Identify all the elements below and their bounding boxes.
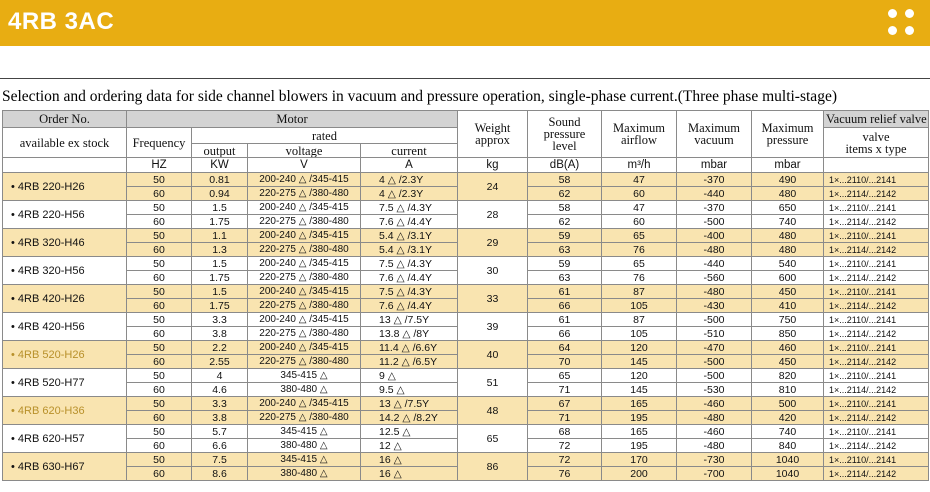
bullet-icon: • bbox=[11, 320, 18, 333]
cell-v: 200-240 △ /345-415 bbox=[248, 313, 361, 327]
cell-vac: -480 bbox=[677, 243, 752, 257]
cell-hz: 60 bbox=[127, 439, 192, 453]
cell-vac: -730 bbox=[677, 453, 752, 467]
cell-vac: -440 bbox=[677, 257, 752, 271]
cell-hz: 60 bbox=[127, 271, 192, 285]
cell-db: 72 bbox=[528, 439, 602, 453]
cell-a: 12 △ bbox=[361, 439, 458, 453]
cell-db: 61 bbox=[528, 285, 602, 299]
cell-kw: 4.6 bbox=[192, 383, 248, 397]
cell-vac: -480 bbox=[677, 285, 752, 299]
cell-a: 7.5 △ /4.3Y bbox=[361, 201, 458, 215]
cell-weight: 29 bbox=[458, 229, 528, 257]
cell-hz: 60 bbox=[127, 187, 192, 201]
cell-pres: 740 bbox=[752, 215, 824, 229]
order-no-label: 4RB 220-H56 bbox=[17, 208, 85, 221]
bullet-icon: • bbox=[11, 292, 18, 305]
cell-air: 145 bbox=[602, 355, 677, 369]
cell-v: 200-240 △ /345-415 bbox=[248, 173, 361, 187]
cell-vac: -400 bbox=[677, 229, 752, 243]
cell-pres: 820 bbox=[752, 369, 824, 383]
cell-db: 59 bbox=[528, 257, 602, 271]
header-items-type: valve items x type bbox=[824, 128, 929, 158]
cell-v: 220-275 △ /380-480 bbox=[248, 299, 361, 313]
cell-pres: 480 bbox=[752, 243, 824, 257]
cell-vac: -480 bbox=[677, 411, 752, 425]
cell-valve: 1×...2110/...2141 bbox=[824, 453, 929, 467]
cell-v: 220-275 △ /380-480 bbox=[248, 271, 361, 285]
cell-db: 63 bbox=[528, 271, 602, 285]
order-no-label: 4RB 420-H56 bbox=[17, 320, 85, 333]
order-no-cell[interactable] bbox=[3, 369, 127, 397]
cell-db: 68 bbox=[528, 425, 602, 439]
cell-pres: 840 bbox=[752, 439, 824, 453]
header-sound: Sound pressure level bbox=[528, 111, 602, 158]
cell-a: 13 △ /7.5Y bbox=[361, 397, 458, 411]
cell-hz: 60 bbox=[127, 355, 192, 369]
table-row bbox=[3, 397, 929, 411]
cell-weight: 39 bbox=[458, 313, 528, 341]
cell-a: 11.2 △ /6.5Y bbox=[361, 355, 458, 369]
cell-air: 195 bbox=[602, 439, 677, 453]
cell-air: 200 bbox=[602, 467, 677, 481]
cell-vac: -530 bbox=[677, 383, 752, 397]
cell-v: 220-275 △ /380-480 bbox=[248, 187, 361, 201]
cell-db: 71 bbox=[528, 411, 602, 425]
cell-v: 200-240 △ /345-415 bbox=[248, 397, 361, 411]
unit-airflow: m³/h bbox=[602, 158, 677, 173]
cell-pres: 650 bbox=[752, 201, 824, 215]
table-row bbox=[3, 257, 929, 271]
cell-db: 65 bbox=[528, 369, 602, 383]
cell-db: 59 bbox=[528, 229, 602, 243]
cell-a: 14.2 △ /8.2Y bbox=[361, 411, 458, 425]
cell-a: 9 △ bbox=[361, 369, 458, 383]
cell-db: 70 bbox=[528, 355, 602, 369]
cell-a: 7.6 △ /4.4Y bbox=[361, 271, 458, 285]
header-relief-valve: Vacuum relief valve bbox=[824, 111, 929, 128]
cell-db: 64 bbox=[528, 341, 602, 355]
table-row bbox=[3, 341, 929, 355]
cell-vac: -560 bbox=[677, 271, 752, 285]
unit-weight: kg bbox=[458, 158, 528, 173]
cell-pres: 490 bbox=[752, 173, 824, 187]
cell-air: 87 bbox=[602, 313, 677, 327]
cell-hz: 50 bbox=[127, 173, 192, 187]
cell-kw: 3.3 bbox=[192, 313, 248, 327]
unit-frequency: HZ bbox=[127, 158, 192, 173]
page-title: 4RB 3AC bbox=[8, 8, 115, 35]
cell-pres: 420 bbox=[752, 411, 824, 425]
cell-valve: 1×...2114/...2142 bbox=[824, 383, 929, 397]
header-motor: Motor bbox=[127, 111, 458, 128]
order-no-label: 4RB 520-H77 bbox=[17, 376, 85, 389]
cell-a: 4 △ /2.3Y bbox=[361, 173, 458, 187]
cell-air: 145 bbox=[602, 383, 677, 397]
bullet-icon: • bbox=[11, 236, 18, 249]
cell-pres: 1040 bbox=[752, 453, 824, 467]
table-row bbox=[3, 453, 929, 467]
cell-air: 47 bbox=[602, 201, 677, 215]
order-no-label: 4RB 620-H36 bbox=[17, 404, 85, 417]
cell-a: 9.5 △ bbox=[361, 383, 458, 397]
units-row bbox=[3, 158, 929, 173]
cell-vac: -700 bbox=[677, 467, 752, 481]
cell-air: 165 bbox=[602, 425, 677, 439]
cell-valve: 1×...2114/...2142 bbox=[824, 327, 929, 341]
cell-kw: 7.5 bbox=[192, 453, 248, 467]
cell-v: 345-415 △ bbox=[248, 425, 361, 439]
cell-pres: 740 bbox=[752, 425, 824, 439]
cell-hz: 50 bbox=[127, 313, 192, 327]
cell-vac: -510 bbox=[677, 327, 752, 341]
table-row bbox=[3, 369, 929, 383]
bullet-icon: • bbox=[11, 264, 18, 277]
table-row bbox=[3, 313, 929, 327]
menu-dots-icon[interactable] bbox=[888, 9, 916, 37]
cell-db: 62 bbox=[528, 187, 602, 201]
cell-vac: -500 bbox=[677, 215, 752, 229]
cell-hz: 50 bbox=[127, 341, 192, 355]
cell-air: 165 bbox=[602, 397, 677, 411]
order-no-label: 4RB 420-H26 bbox=[17, 292, 85, 305]
cell-vac: -370 bbox=[677, 173, 752, 187]
table-caption: Selection and ordering data for side channel blowers in vacuum and pressure operation, single-phase current.(Three phase multi-stage) bbox=[2, 88, 837, 105]
cell-valve: 1×...2114/...2142 bbox=[824, 187, 929, 201]
cell-v: 200-240 △ /345-415 bbox=[248, 257, 361, 271]
cell-hz: 50 bbox=[127, 229, 192, 243]
cell-air: 60 bbox=[602, 187, 677, 201]
cell-kw: 3.3 bbox=[192, 397, 248, 411]
order-no-cell[interactable] bbox=[3, 229, 127, 257]
cell-weight: 33 bbox=[458, 285, 528, 313]
table-row bbox=[3, 201, 929, 215]
cell-a: 7.5 △ /4.3Y bbox=[361, 257, 458, 271]
cell-a: 7.6 △ /4.4Y bbox=[361, 299, 458, 313]
cell-v: 200-240 △ /345-415 bbox=[248, 341, 361, 355]
order-no-label: 4RB 620-H57 bbox=[17, 432, 85, 445]
cell-kw: 3.8 bbox=[192, 327, 248, 341]
cell-pres: 810 bbox=[752, 383, 824, 397]
cell-v: 345-415 △ bbox=[248, 369, 361, 383]
cell-pres: 480 bbox=[752, 229, 824, 243]
cell-a: 5.4 △ /3.1Y bbox=[361, 229, 458, 243]
order-no-label: 4RB 630-H67 bbox=[17, 460, 85, 473]
cell-vac: -460 bbox=[677, 397, 752, 411]
order-no-cell[interactable] bbox=[3, 313, 127, 341]
bullet-icon: • bbox=[11, 376, 18, 389]
cell-valve: 1×...2114/...2142 bbox=[824, 439, 929, 453]
cell-valve: 1×...2110/...2141 bbox=[824, 397, 929, 411]
cell-hz: 60 bbox=[127, 411, 192, 425]
cell-pres: 850 bbox=[752, 327, 824, 341]
cell-db: 72 bbox=[528, 453, 602, 467]
order-no-cell[interactable] bbox=[3, 453, 127, 481]
cell-v: 380-480 △ bbox=[248, 383, 361, 397]
header-available: available ex stock bbox=[3, 128, 127, 158]
cell-valve: 1×...2110/...2141 bbox=[824, 341, 929, 355]
unit-current: A bbox=[361, 158, 458, 173]
cell-weight: 28 bbox=[458, 201, 528, 229]
cell-db: 66 bbox=[528, 299, 602, 313]
cell-v: 345-415 △ bbox=[248, 453, 361, 467]
cell-db: 58 bbox=[528, 173, 602, 187]
cell-vac: -430 bbox=[677, 299, 752, 313]
cell-kw: 2.55 bbox=[192, 355, 248, 369]
cell-valve: 1×...2114/...2142 bbox=[824, 271, 929, 285]
cell-a: 16 △ bbox=[361, 467, 458, 481]
cell-weight: 48 bbox=[458, 397, 528, 425]
cell-hz: 50 bbox=[127, 397, 192, 411]
cell-db: 67 bbox=[528, 397, 602, 411]
cell-v: 220-275 △ /380-480 bbox=[248, 411, 361, 425]
cell-valve: 1×...2114/...2142 bbox=[824, 215, 929, 229]
bullet-icon: • bbox=[11, 348, 18, 361]
cell-hz: 50 bbox=[127, 201, 192, 215]
cell-air: 47 bbox=[602, 173, 677, 187]
cell-weight: 65 bbox=[458, 425, 528, 453]
cell-vac: -370 bbox=[677, 201, 752, 215]
header-order-no: Order No. bbox=[3, 111, 127, 128]
table-row bbox=[3, 173, 929, 187]
divider bbox=[0, 78, 930, 79]
cell-v: 220-275 △ /380-480 bbox=[248, 355, 361, 369]
cell-pres: 1040 bbox=[752, 467, 824, 481]
header-frequency: Frequency bbox=[127, 128, 192, 158]
header-rated: rated bbox=[192, 128, 458, 144]
cell-pres: 540 bbox=[752, 257, 824, 271]
cell-kw: 6.6 bbox=[192, 439, 248, 453]
cell-kw: 4 bbox=[192, 369, 248, 383]
bullet-icon: • bbox=[11, 432, 18, 445]
order-no-cell[interactable] bbox=[3, 201, 127, 229]
cell-db: 61 bbox=[528, 313, 602, 327]
cell-weight: 51 bbox=[458, 369, 528, 397]
cell-vac: -480 bbox=[677, 439, 752, 453]
cell-pres: 450 bbox=[752, 285, 824, 299]
bullet-icon: • bbox=[11, 404, 18, 417]
cell-db: 58 bbox=[528, 201, 602, 215]
cell-kw: 1.5 bbox=[192, 257, 248, 271]
cell-a: 13 △ /7.5Y bbox=[361, 313, 458, 327]
cell-hz: 50 bbox=[127, 453, 192, 467]
cell-kw: 1.75 bbox=[192, 299, 248, 313]
cell-weight: 40 bbox=[458, 341, 528, 369]
cell-kw: 5.7 bbox=[192, 425, 248, 439]
cell-valve: 1×...2114/...2142 bbox=[824, 299, 929, 313]
cell-weight: 86 bbox=[458, 453, 528, 481]
order-no-cell[interactable] bbox=[3, 425, 127, 453]
bullet-icon: • bbox=[11, 460, 18, 473]
bullet-icon: • bbox=[11, 180, 18, 193]
cell-kw: 1.3 bbox=[192, 243, 248, 257]
order-no-cell[interactable] bbox=[3, 285, 127, 313]
cell-valve: 1×...2114/...2142 bbox=[824, 355, 929, 369]
cell-kw: 1.75 bbox=[192, 215, 248, 229]
cell-valve: 1×...2110/...2141 bbox=[824, 229, 929, 243]
cell-kw: 0.94 bbox=[192, 187, 248, 201]
cell-air: 87 bbox=[602, 285, 677, 299]
header-voltage: voltage bbox=[248, 144, 361, 158]
cell-kw: 3.8 bbox=[192, 411, 248, 425]
cell-a: 7.5 △ /4.3Y bbox=[361, 285, 458, 299]
header-max-airflow: Maximum airflow bbox=[602, 111, 677, 158]
cell-hz: 60 bbox=[127, 383, 192, 397]
cell-air: 105 bbox=[602, 299, 677, 313]
cell-v: 220-275 △ /380-480 bbox=[248, 215, 361, 229]
header-output: output bbox=[192, 144, 248, 158]
blower-spec-table bbox=[2, 110, 929, 481]
cell-a: 11.4 △ /6.6Y bbox=[361, 341, 458, 355]
cell-db: 63 bbox=[528, 243, 602, 257]
cell-valve: 1×...2114/...2142 bbox=[824, 467, 929, 481]
cell-air: 65 bbox=[602, 229, 677, 243]
cell-v: 380-480 △ bbox=[248, 439, 361, 453]
cell-hz: 60 bbox=[127, 215, 192, 229]
order-no-label: 4RB 320-H46 bbox=[17, 236, 85, 249]
cell-v: 200-240 △ /345-415 bbox=[248, 201, 361, 215]
table-row bbox=[3, 229, 929, 243]
cell-kw: 8.6 bbox=[192, 467, 248, 481]
cell-a: 16 △ bbox=[361, 453, 458, 467]
cell-hz: 50 bbox=[127, 257, 192, 271]
unit-voltage: V bbox=[248, 158, 361, 173]
cell-kw: 1.5 bbox=[192, 201, 248, 215]
cell-air: 120 bbox=[602, 341, 677, 355]
unit-pressure: mbar bbox=[752, 158, 824, 173]
cell-air: 76 bbox=[602, 243, 677, 257]
cell-valve: 1×...2110/...2141 bbox=[824, 313, 929, 327]
cell-db: 71 bbox=[528, 383, 602, 397]
header-max-pressure: Maximum pressure bbox=[752, 111, 824, 158]
cell-pres: 450 bbox=[752, 355, 824, 369]
bullet-icon: • bbox=[11, 208, 18, 221]
header-max-vacuum: Maximum vacuum bbox=[677, 111, 752, 158]
cell-air: 76 bbox=[602, 271, 677, 285]
order-no-cell[interactable] bbox=[3, 397, 127, 425]
header-weight: Weight approx bbox=[458, 111, 528, 158]
cell-a: 12.5 △ bbox=[361, 425, 458, 439]
cell-air: 105 bbox=[602, 327, 677, 341]
order-no-cell[interactable] bbox=[3, 341, 127, 369]
cell-v: 200-240 △ /345-415 bbox=[248, 285, 361, 299]
cell-weight: 24 bbox=[458, 173, 528, 201]
cell-a: 13.8 △ /8Y bbox=[361, 327, 458, 341]
cell-valve: 1×...2114/...2142 bbox=[824, 411, 929, 425]
order-no-label: 4RB 520-H26 bbox=[17, 348, 85, 361]
cell-weight: 30 bbox=[458, 257, 528, 285]
cell-hz: 60 bbox=[127, 327, 192, 341]
cell-a: 4 △ /2.3Y bbox=[361, 187, 458, 201]
cell-kw: 1.75 bbox=[192, 271, 248, 285]
table-row bbox=[3, 285, 929, 299]
cell-db: 76 bbox=[528, 467, 602, 481]
unit-sound: dB(A) bbox=[528, 158, 602, 173]
cell-pres: 410 bbox=[752, 299, 824, 313]
cell-hz: 50 bbox=[127, 425, 192, 439]
cell-kw: 0.81 bbox=[192, 173, 248, 187]
unit-vacuum: mbar bbox=[677, 158, 752, 173]
cell-valve: 1×...2110/...2141 bbox=[824, 425, 929, 439]
order-no-label: 4RB 220-H26 bbox=[17, 180, 85, 193]
cell-air: 65 bbox=[602, 257, 677, 271]
cell-air: 170 bbox=[602, 453, 677, 467]
cell-valve: 1×...2110/...2141 bbox=[824, 173, 929, 187]
cell-pres: 460 bbox=[752, 341, 824, 355]
cell-valve: 1×...2114/...2142 bbox=[824, 243, 929, 257]
cell-valve: 1×...2110/...2141 bbox=[824, 285, 929, 299]
order-no-cell[interactable] bbox=[3, 257, 127, 285]
cell-kw: 1.1 bbox=[192, 229, 248, 243]
cell-valve: 1×...2110/...2141 bbox=[824, 257, 929, 271]
cell-v: 380-480 △ bbox=[248, 467, 361, 481]
cell-db: 62 bbox=[528, 215, 602, 229]
cell-kw: 1.5 bbox=[192, 285, 248, 299]
cell-air: 195 bbox=[602, 411, 677, 425]
cell-a: 5.4 △ /3.1Y bbox=[361, 243, 458, 257]
order-no-label: 4RB 320-H56 bbox=[17, 264, 85, 277]
cell-air: 120 bbox=[602, 369, 677, 383]
cell-valve: 1×...2110/...2141 bbox=[824, 201, 929, 215]
cell-v: 220-275 △ /380-480 bbox=[248, 243, 361, 257]
cell-hz: 60 bbox=[127, 467, 192, 481]
cell-vac: -500 bbox=[677, 355, 752, 369]
table-row bbox=[3, 425, 929, 439]
cell-kw: 2.2 bbox=[192, 341, 248, 355]
cell-hz: 50 bbox=[127, 285, 192, 299]
cell-hz: 50 bbox=[127, 369, 192, 383]
cell-valve: 1×...2110/...2141 bbox=[824, 369, 929, 383]
cell-pres: 480 bbox=[752, 187, 824, 201]
cell-v: 200-240 △ /345-415 bbox=[248, 229, 361, 243]
cell-vac: -460 bbox=[677, 425, 752, 439]
cell-vac: -500 bbox=[677, 313, 752, 327]
cell-pres: 600 bbox=[752, 271, 824, 285]
cell-air: 60 bbox=[602, 215, 677, 229]
cell-v: 220-275 △ /380-480 bbox=[248, 327, 361, 341]
cell-vac: -470 bbox=[677, 341, 752, 355]
cell-vac: -440 bbox=[677, 187, 752, 201]
cell-hz: 60 bbox=[127, 299, 192, 313]
cell-vac: -500 bbox=[677, 369, 752, 383]
header-bar bbox=[0, 0, 930, 46]
cell-a: 7.6 △ /4.4Y bbox=[361, 215, 458, 229]
unit-output: KW bbox=[192, 158, 248, 173]
cell-db: 66 bbox=[528, 327, 602, 341]
cell-pres: 500 bbox=[752, 397, 824, 411]
cell-pres: 750 bbox=[752, 313, 824, 327]
cell-hz: 60 bbox=[127, 243, 192, 257]
header-current: current bbox=[361, 144, 458, 158]
order-no-cell[interactable] bbox=[3, 173, 127, 201]
